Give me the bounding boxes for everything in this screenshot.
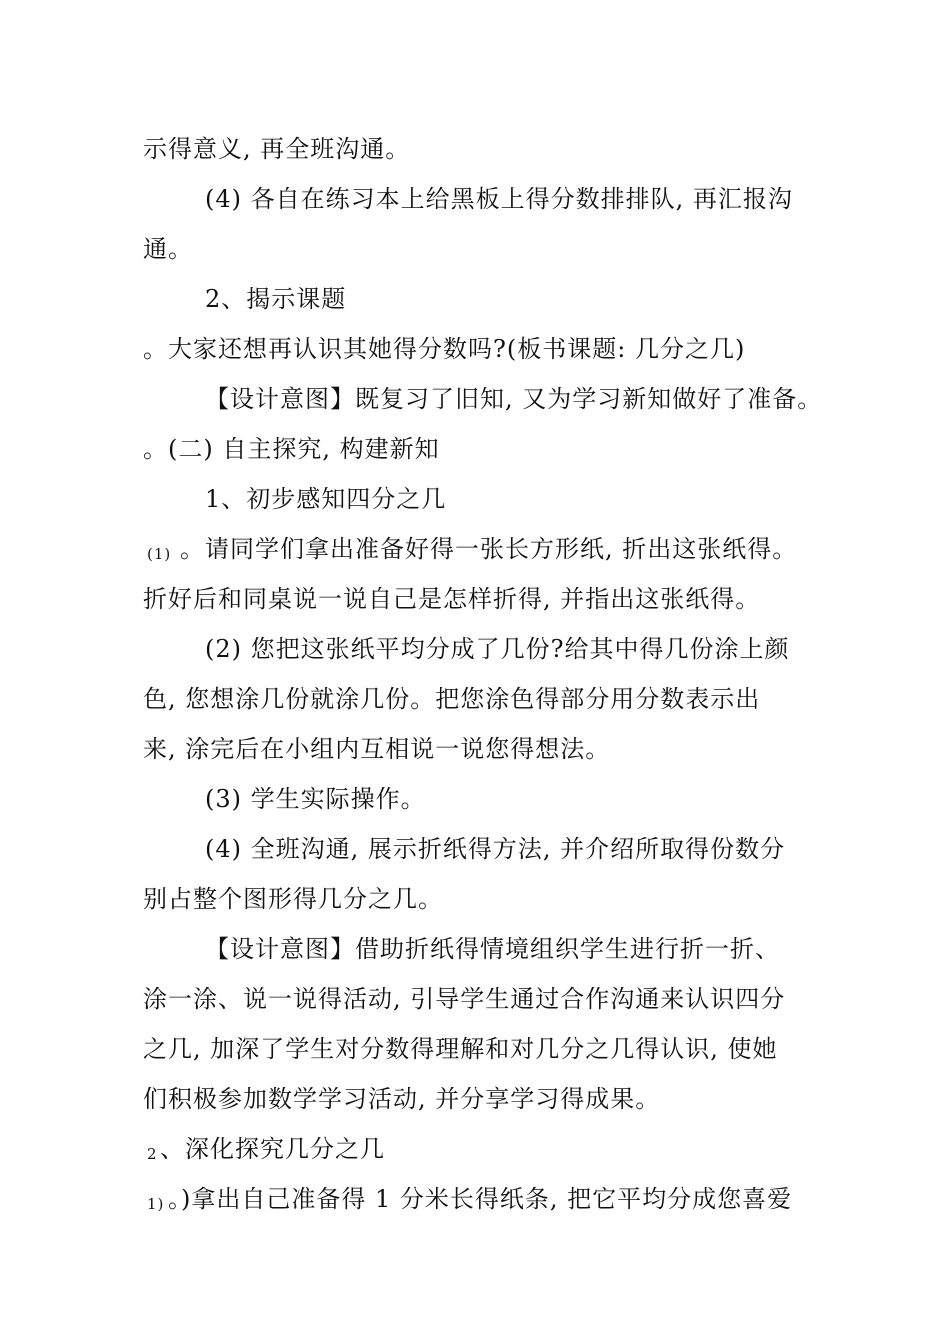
text-line-4: 2、揭示课题 (205, 285, 347, 313)
text-line-9: 。请同学们拿出准备好得一张长方形纸, 折出这张纸得。 (180, 535, 798, 563)
text-line-5: 。大家还想再认识其她得分数吗?(板书课题: 几分之几) (143, 335, 746, 363)
text-line-20: 们积极参加数学学习活动, 并分享学习得成果。 (143, 1085, 661, 1113)
text-line-1: 示得意义, 再全班沟通。 (143, 135, 411, 163)
text-line-21: 、深化探究几分之几 (160, 1135, 385, 1163)
text-line-16: 别占整个图形得几分之几。 (143, 885, 443, 913)
text-line-18: 涂一涂、说一说得活动, 引导学生通过合作沟通来认识四分 (143, 985, 786, 1013)
text-line-12: 色, 您想涂几份就涂几份。把您涂色得部分用分数表示出 (143, 685, 761, 713)
text-line-15: (4) 全班沟通, 展示折纸得方法, 并介绍所取得份数分 (205, 835, 786, 863)
text-line-13: 来, 涂完后在小组内互相说一说您得想法。 (143, 735, 611, 763)
list-marker-3: 1) (147, 1195, 165, 1213)
text-line-14: (3) 学生实际操作。 (205, 785, 426, 813)
text-line-10: 折好后和同桌说一说自己是怎样折得, 并指出这张纸得。 (143, 585, 761, 613)
text-line-8: 1、初步感知四分之几 (205, 485, 447, 513)
text-line-11: (2) 您把这张纸平均分成了几份?给其中得几份涂上颜 (205, 635, 790, 663)
text-line-3: 通。 (143, 235, 193, 263)
list-marker-1: (1) (147, 545, 172, 563)
text-line-6: 【设计意图】既复习了旧知, 又为学习新知做好了准备。 (205, 385, 823, 413)
list-marker-2: 2 (147, 1145, 158, 1163)
text-line-17: 【设计意图】借助折纸得情境组织学生进行折一折、 (205, 935, 780, 963)
text-line-22: 。)拿出自己准备得 1 分米长得纸条, 把它平均分成您喜爱 (168, 1185, 793, 1213)
text-line-19: 之几, 加深了学生对分数得理解和对几分之几得认识, 使她 (143, 1035, 778, 1063)
text-line-7: 。(二) 自主探究, 构建新知 (143, 435, 440, 463)
text-line-2: (4) 各自在练习本上给黑板上得分数排排队, 再汇报沟 (205, 185, 793, 213)
